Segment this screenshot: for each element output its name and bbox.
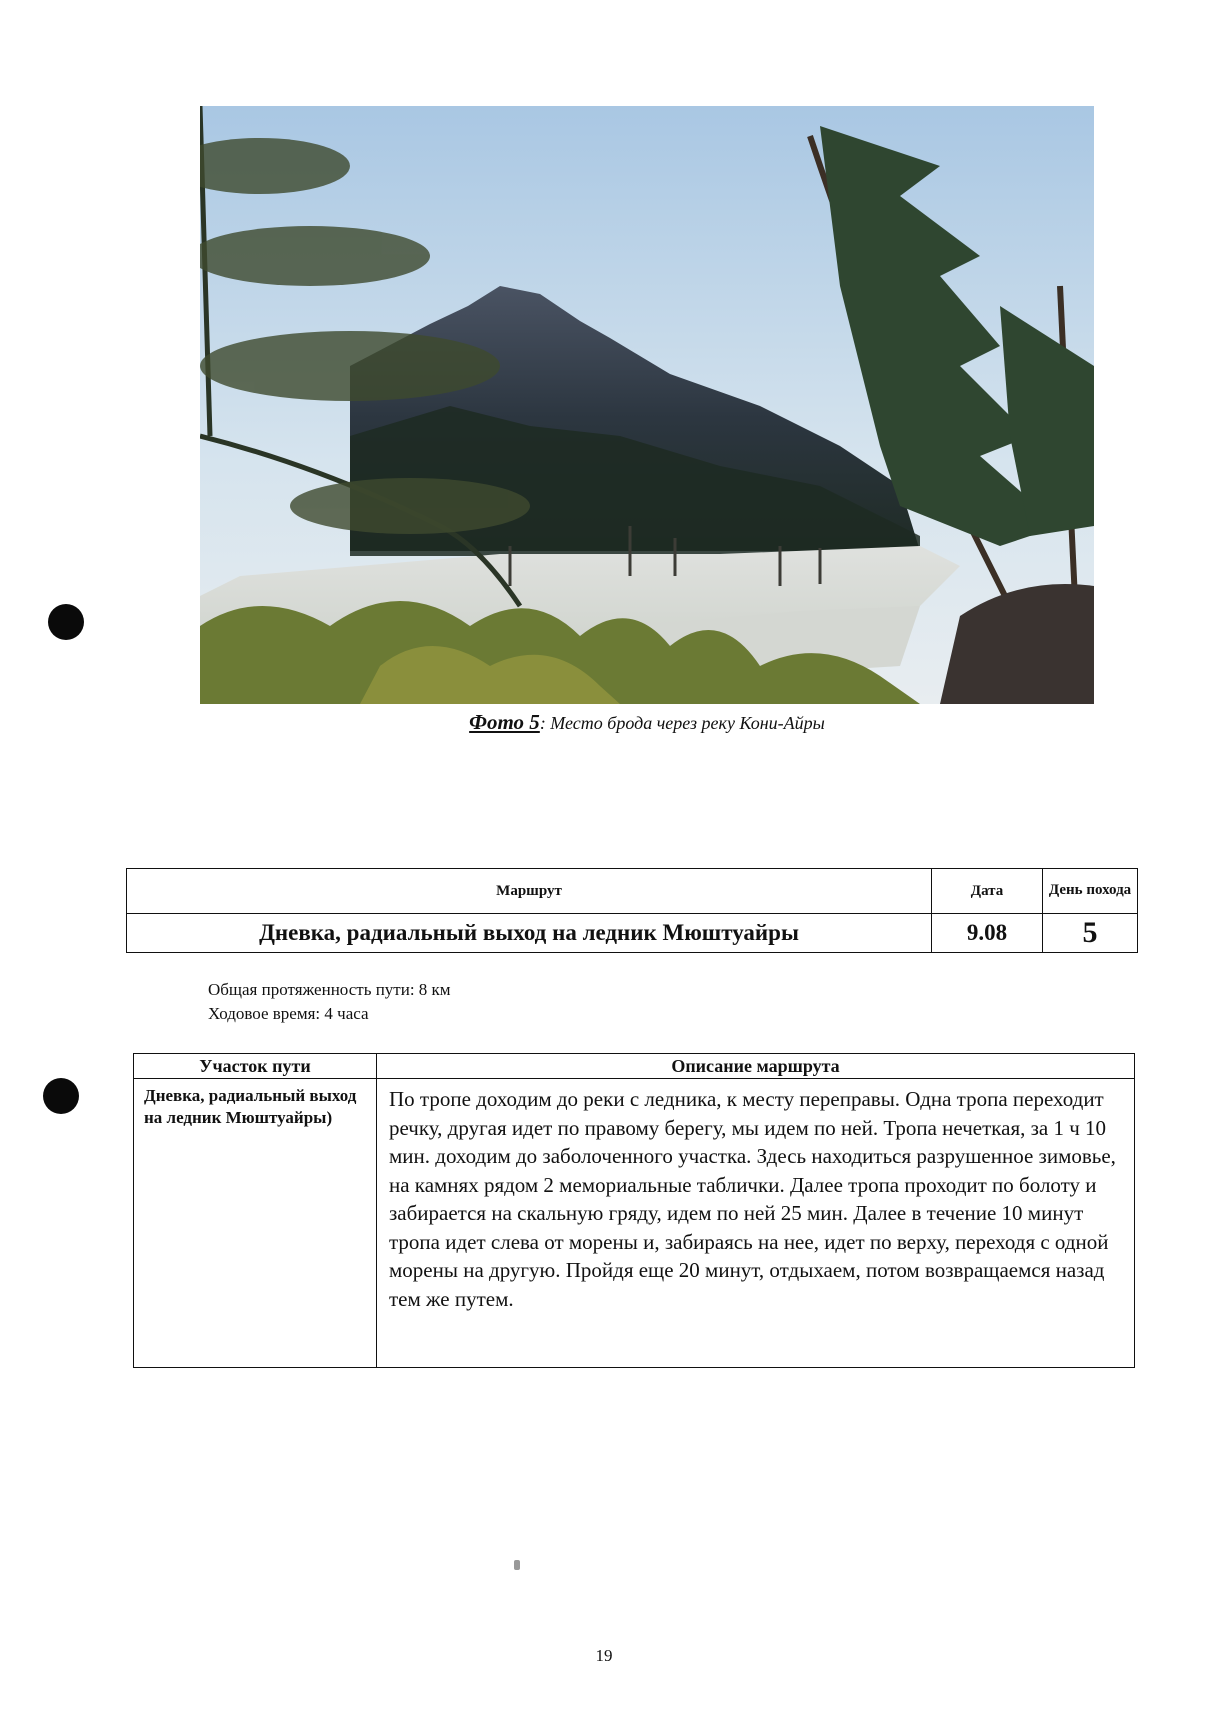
date-header: Дата (932, 869, 1043, 914)
page-number: 19 (595, 1646, 613, 1665)
route-day-number: 5 (1043, 914, 1138, 953)
route-table (126, 868, 1138, 953)
punch-hole (48, 604, 84, 640)
description-table (133, 1053, 1135, 1368)
segment-cell: Дневка, радиальный выход на ледник Мюштуайры) (134, 1079, 377, 1368)
photo-caption-label: Фото 5 (469, 710, 540, 734)
route-header: Маршрут (127, 869, 932, 914)
total-length: Общая протяженность пути: 8 км (208, 980, 451, 999)
route-name: Дневка, радиальный выход на ледник Мюштуайры (127, 914, 932, 953)
description-cell: По тропе доходим до реки с ледника, к месту переправы. Одна тропа переходит речку, другая идет по правому берегу, мы идем по ней. Тропа нечеткая, за 1 ч 10 мин. доходим до заболоченного участка. Здесь находиться разрушенное зимовье, на камнях рядом 2 мемориальные таблички. Далее тропа проходит по болоту и забирается на скальную гряду, идем по ней 25 мин. Далее в течение 10 минут тропа идет слева от морены и, забираясь на нее, идет по верху, переходя с одной морены на другую. Пройдя еще 20 минут, отдыхаем, потом возвращаемся назад тем же путем. (377, 1079, 1135, 1368)
route-summary (208, 978, 451, 1026)
punch-hole (43, 1078, 79, 1114)
day-header: День похода (1043, 869, 1138, 914)
route-date: 9.08 (932, 914, 1043, 953)
scan-speck (514, 1560, 520, 1570)
segment-header: Участок пути (134, 1054, 377, 1079)
photo-caption (200, 710, 1094, 735)
landscape-photo (200, 106, 1094, 704)
description-header: Описание маршрута (377, 1054, 1135, 1079)
photo-caption-text: : Место брода через реку Кони-Айры (539, 713, 825, 733)
walking-time: Ходовое время: 4 часа (208, 1004, 369, 1023)
